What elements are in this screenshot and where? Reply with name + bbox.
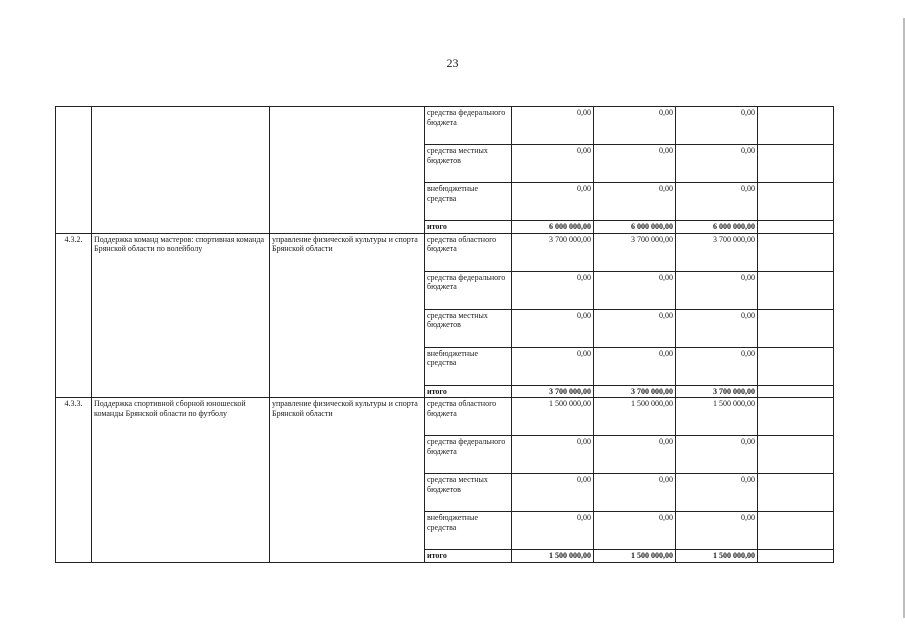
funding-source-cell: средства областного бюджета (425, 398, 512, 436)
amount-cell: 0,00 (594, 474, 676, 512)
executor-cell: управление физической культуры и спорта Брянской области (270, 233, 425, 398)
measure-name-cell: Поддержка спортивной сборной юношеской команды Брянской области по футболу (92, 398, 270, 563)
amount-cell: 1 500 000,00 (594, 550, 676, 563)
amount-cell: 0,00 (512, 309, 594, 347)
amount-cell: 3 700 000,00 (676, 385, 758, 398)
empty-cell (758, 233, 834, 271)
amount-cell: 0,00 (676, 347, 758, 385)
amount-cell: 0,00 (676, 271, 758, 309)
amount-cell: 0,00 (676, 309, 758, 347)
funding-source-cell: средства местных бюджетов (425, 309, 512, 347)
amount-cell: 0,00 (512, 512, 594, 550)
amount-cell: 0,00 (594, 309, 676, 347)
amount-cell: 0,00 (512, 107, 594, 145)
budget-table-body (56, 107, 834, 563)
empty-cell (758, 436, 834, 474)
empty-cell (758, 221, 834, 234)
amount-cell: 0,00 (594, 107, 676, 145)
empty-cell (758, 398, 834, 436)
funding-source-cell: средства местных бюджетов (425, 474, 512, 512)
executor-cell: управление физической культуры и спорта Брянской области (270, 398, 425, 563)
measure-name-cell: Поддержка команд мастеров: спортивная команда Брянской области по волейболу (92, 233, 270, 398)
amount-cell: 0,00 (676, 183, 758, 221)
row-number-cell: 4.3.3. (56, 398, 92, 563)
amount-cell: 3 700 000,00 (594, 385, 676, 398)
amount-cell: 6 000 000,00 (512, 221, 594, 234)
row-number-cell (56, 107, 92, 234)
amount-cell: 6 000 000,00 (594, 221, 676, 234)
funding-source-cell: внебюджетные средства (425, 512, 512, 550)
amount-cell: 0,00 (676, 107, 758, 145)
funding-source-cell: внебюджетные средства (425, 183, 512, 221)
amount-cell: 0,00 (676, 145, 758, 183)
funding-source-cell: средства федерального бюджета (425, 271, 512, 309)
empty-cell (758, 107, 834, 145)
amount-cell: 0,00 (512, 145, 594, 183)
empty-cell (758, 309, 834, 347)
amount-cell: 0,00 (512, 271, 594, 309)
amount-cell: 1 500 000,00 (676, 550, 758, 563)
funding-source-cell: средства федерального бюджета (425, 436, 512, 474)
amount-cell: 0,00 (676, 512, 758, 550)
page-number: 23 (446, 56, 459, 70)
empty-cell (758, 145, 834, 183)
row-number-cell: 4.3.2. (56, 233, 92, 398)
empty-cell (758, 550, 834, 563)
amount-cell: 0,00 (512, 183, 594, 221)
empty-cell (758, 347, 834, 385)
amount-cell: 1 500 000,00 (676, 398, 758, 436)
amount-cell: 0,00 (594, 183, 676, 221)
measure-name-cell (92, 107, 270, 234)
budget-table (55, 106, 834, 563)
amount-cell: 0,00 (594, 145, 676, 183)
empty-cell (758, 271, 834, 309)
executor-cell (270, 107, 425, 234)
amount-cell: 0,00 (512, 347, 594, 385)
table-row (56, 398, 834, 436)
funding-source-cell: средства местных бюджетов (425, 145, 512, 183)
table-row (56, 233, 834, 271)
funding-source-cell: внебюджетные средства (425, 347, 512, 385)
funding-source-cell: итого (425, 221, 512, 234)
amount-cell: 1 500 000,00 (594, 398, 676, 436)
amount-cell: 3 700 000,00 (594, 233, 676, 271)
amount-cell: 0,00 (594, 436, 676, 474)
funding-source-cell: итого (425, 550, 512, 563)
empty-cell (758, 385, 834, 398)
amount-cell: 3 700 000,00 (676, 233, 758, 271)
empty-cell (758, 183, 834, 221)
empty-cell (758, 474, 834, 512)
amount-cell: 3 700 000,00 (512, 233, 594, 271)
amount-cell: 0,00 (594, 271, 676, 309)
amount-cell: 3 700 000,00 (512, 385, 594, 398)
amount-cell: 0,00 (676, 436, 758, 474)
amount-cell: 1 500 000,00 (512, 550, 594, 563)
funding-source-cell: итого (425, 385, 512, 398)
amount-cell: 6 000 000,00 (676, 221, 758, 234)
funding-source-cell: средства областного бюджета (425, 233, 512, 271)
funding-source-cell: средства федерального бюджета (425, 107, 512, 145)
amount-cell: 0,00 (594, 347, 676, 385)
amount-cell: 0,00 (512, 474, 594, 512)
amount-cell: 0,00 (512, 436, 594, 474)
empty-cell (758, 512, 834, 550)
amount-cell: 0,00 (594, 512, 676, 550)
amount-cell: 1 500 000,00 (512, 398, 594, 436)
table-row (56, 107, 834, 145)
amount-cell: 0,00 (676, 474, 758, 512)
